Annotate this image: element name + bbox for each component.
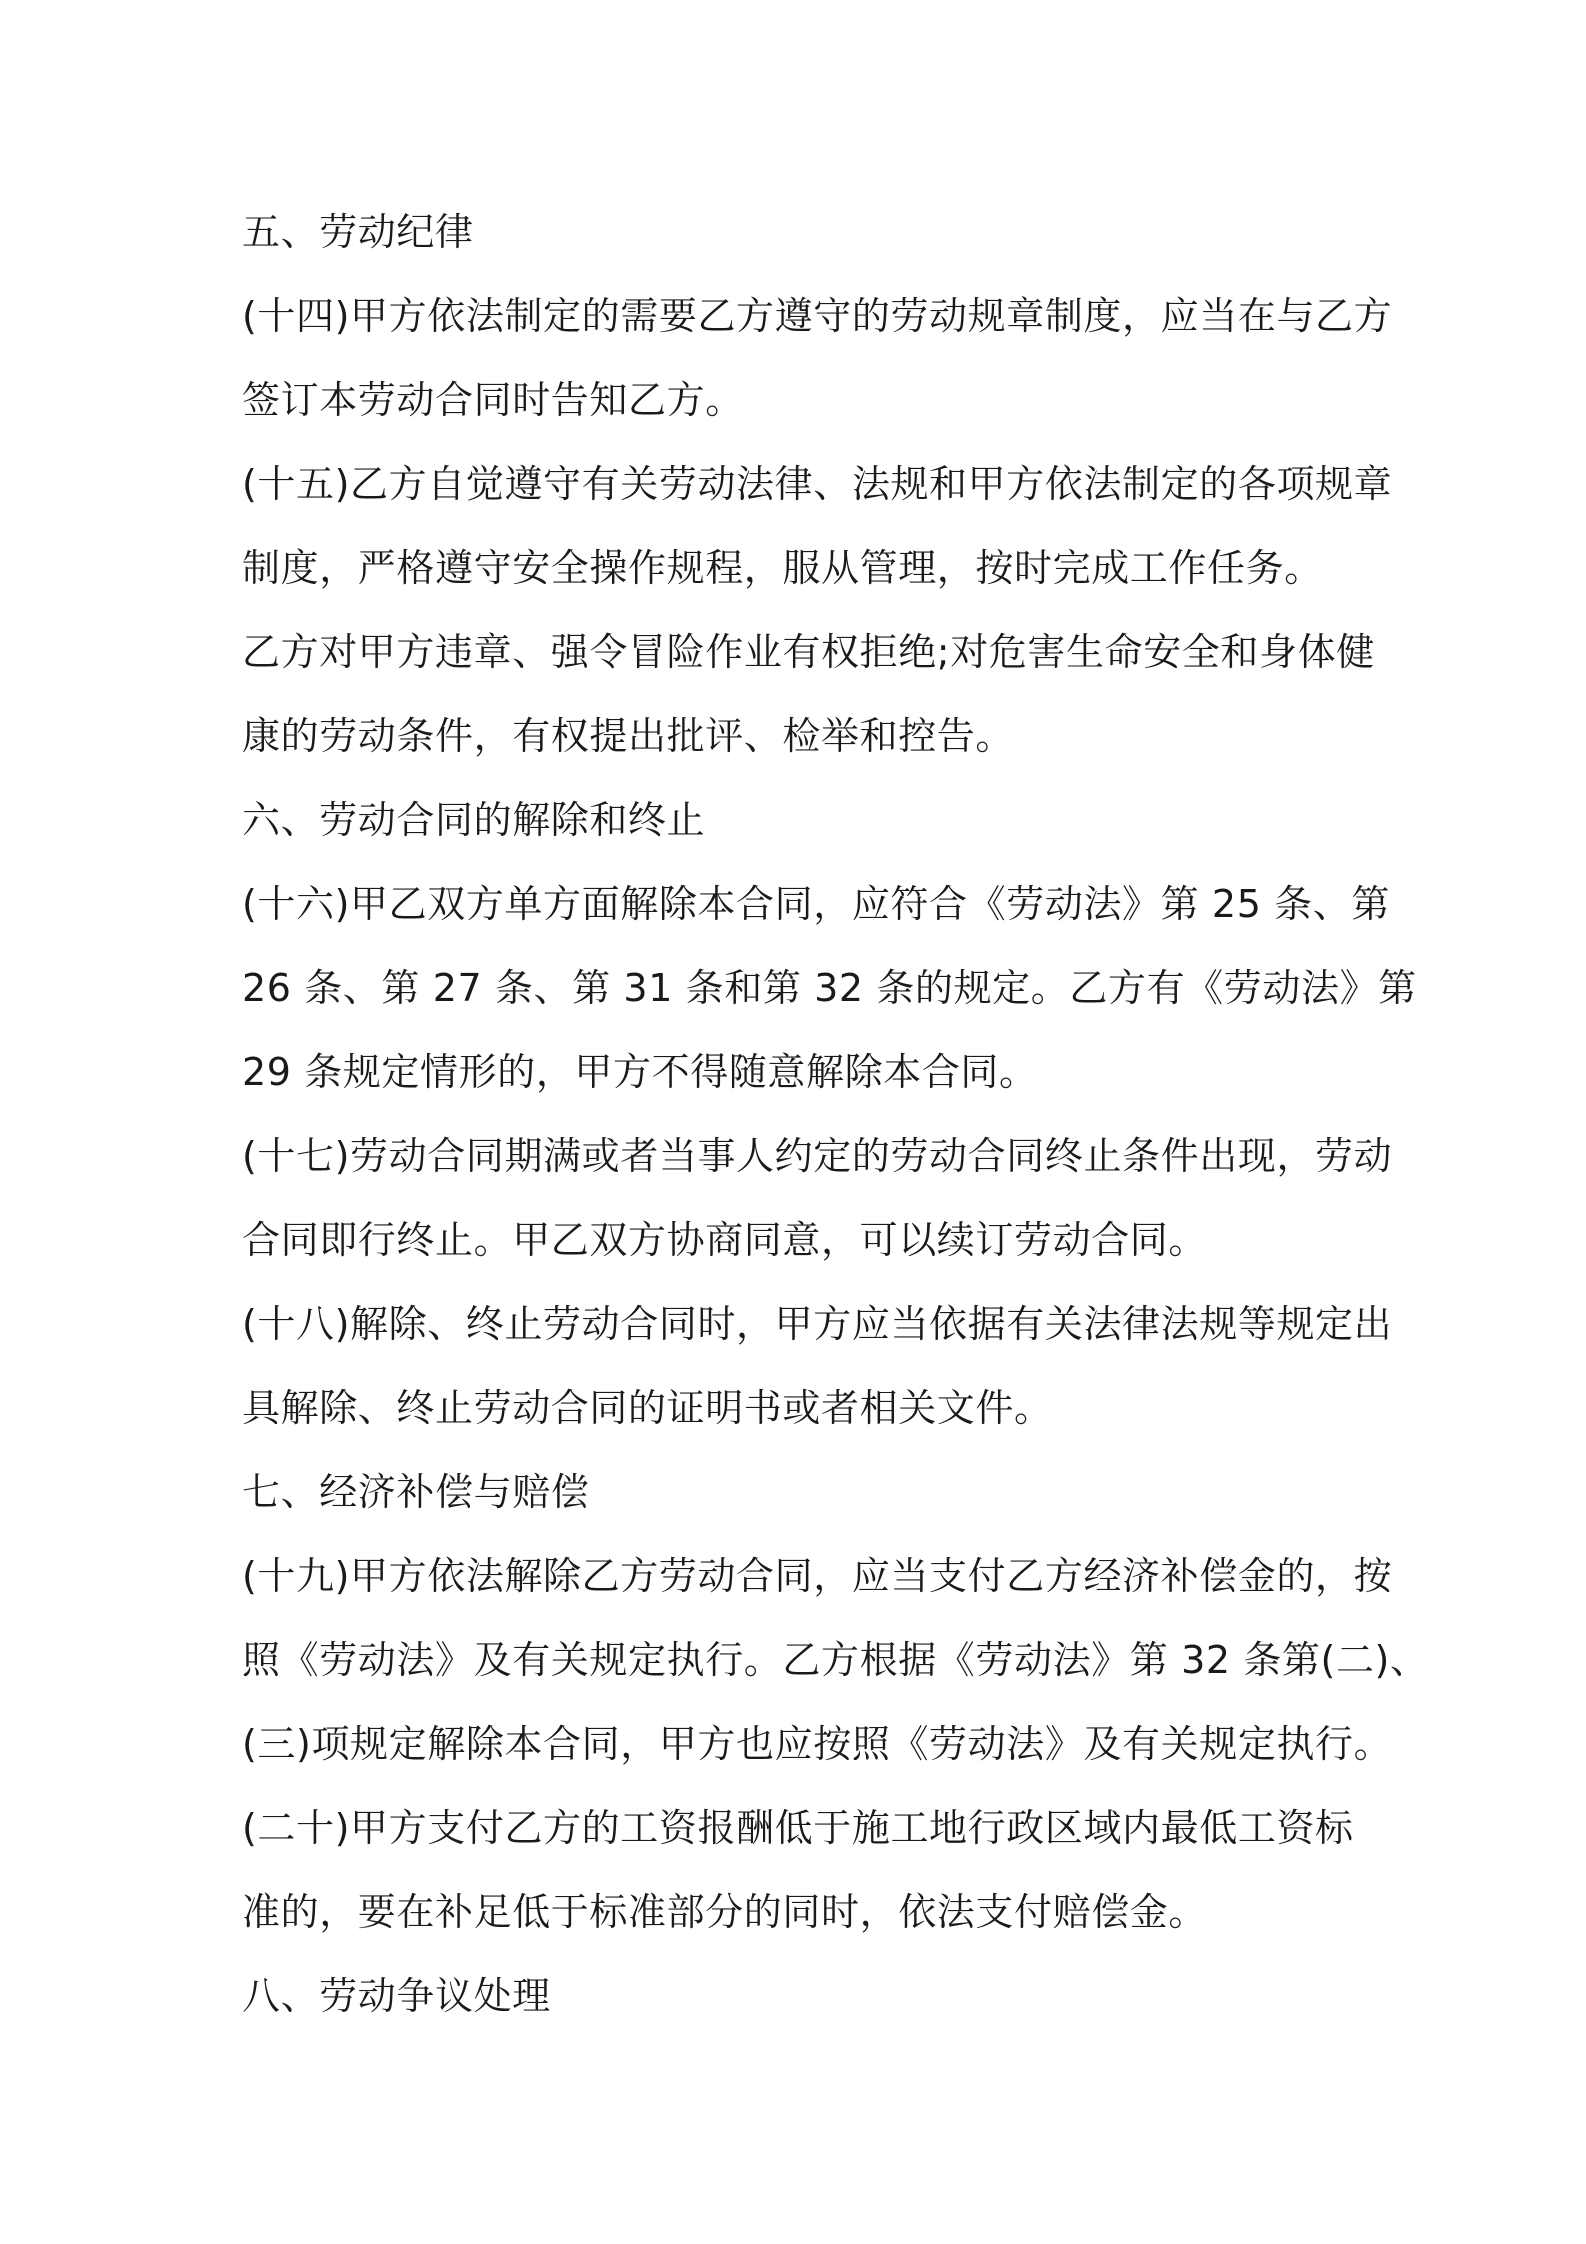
document-body [242,190,1429,2038]
section-heading: 七、经济补偿与赔偿 [242,1470,590,1514]
body-text-line: (三)项规定解除本合同，甲方也应按照《劳动法》及有关规定执行。 [242,1722,1393,1766]
body-text-line: (十四)甲方依法制定的需要乙方遵守的劳动规章制度，应当在与乙方 [242,294,1393,338]
section-heading: 五、劳动纪律 [242,210,474,254]
section-heading: 六、劳动合同的解除和终止 [242,798,706,842]
body-text-line: (十八)解除、终止劳动合同时，甲方应当依据有关法律法规等规定出 [242,1302,1393,1346]
body-text-line: 合同即行终止。甲乙双方协商同意，可以续订劳动合同。 [242,1218,1208,1262]
body-text-line: 26 条、第 27 条、第 31 条和第 32 条的规定。乙方有《劳动法》第 [242,966,1417,1010]
body-text-line: 照《劳动法》及有关规定执行。乙方根据《劳动法》第 32 条第(二)、 [242,1638,1429,1682]
section-heading: 八、劳动争议处理 [242,1974,551,2018]
body-text-line: (十五)乙方自觉遵守有关劳动法律、法规和甲方依法制定的各项规章 [242,462,1393,506]
body-text-line: (十六)甲乙双方单方面解除本合同，应符合《劳动法》第 25 条、第 [242,882,1390,926]
body-text-line: 康的劳动条件，有权提出批评、检举和控告。 [242,714,1015,758]
body-text-line: (十九)甲方依法解除乙方劳动合同，应当支付乙方经济补偿金的，按 [242,1554,1393,1598]
body-text-line: (十七)劳动合同期满或者当事人约定的劳动合同终止条件出现，劳动 [242,1134,1393,1178]
body-text-line: 具解除、终止劳动合同的证明书或者相关文件。 [242,1386,1053,1430]
body-text-line: 制度，严格遵守安全操作规程，服从管理，按时完成工作任务。 [242,546,1323,590]
body-text-line: 准的，要在补足低于标准部分的同时，依法支付赔偿金。 [242,1890,1208,1934]
body-text-line: 乙方对甲方违章、强令冒险作业有权拒绝;对危害生命安全和身体健 [242,630,1375,674]
body-text-line: (二十)甲方支付乙方的工资报酬低于施工地行政区域内最低工资标 [242,1806,1354,1850]
body-text-line: 签订本劳动合同时告知乙方。 [242,378,744,422]
body-text-line: 29 条规定情形的，甲方不得随意解除本合同。 [242,1050,1038,1094]
